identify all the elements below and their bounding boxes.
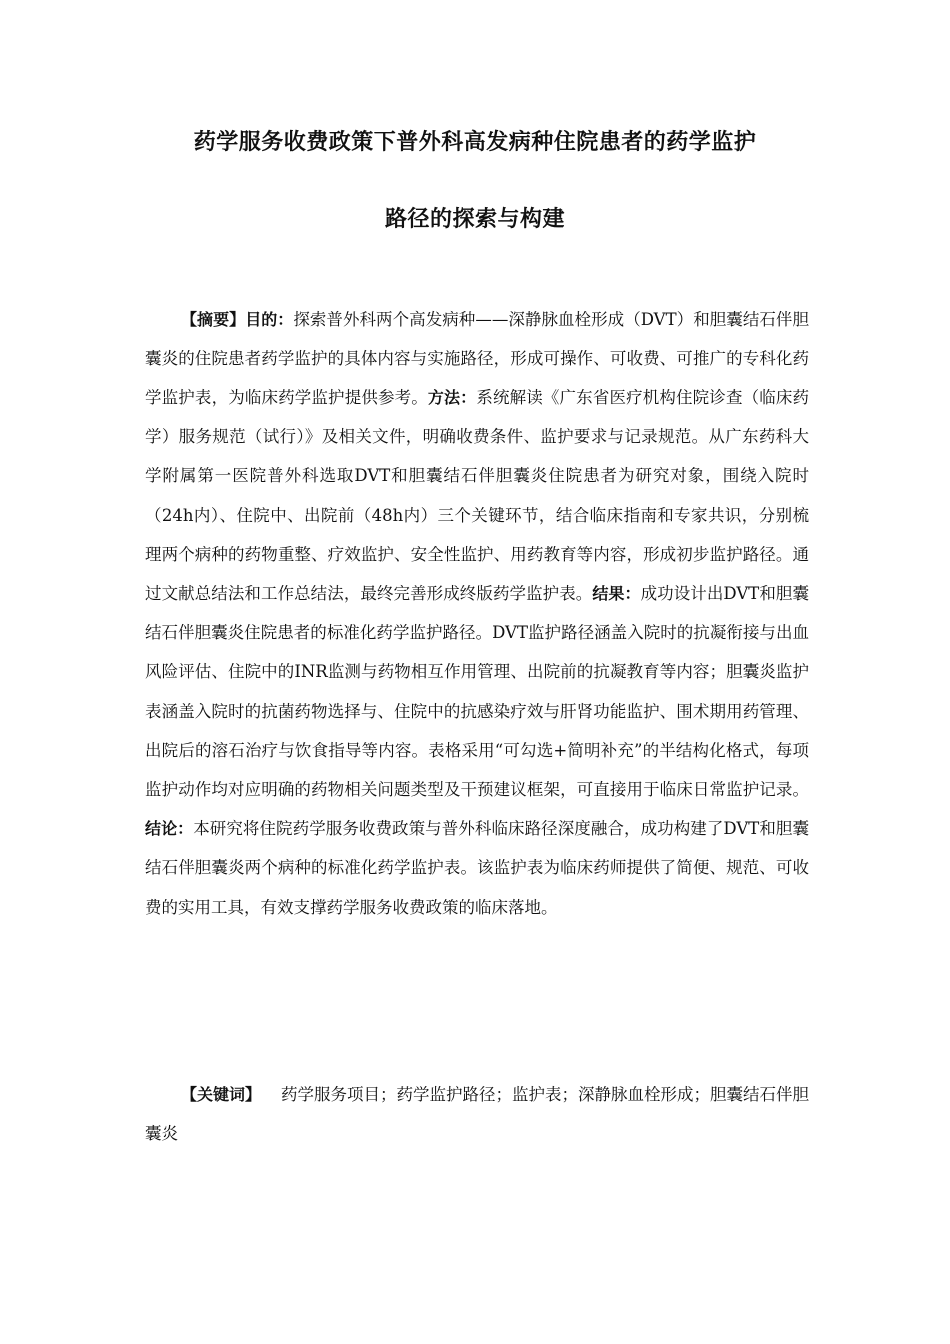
objective-text: 探索普外科两个高发病种——深静脉血栓形成（DVT）和胆囊结石伴胆囊炎的住院患者药学监护的具体内容与实施路径，形成可操作、可收费、可推广的专科化药学监护表，为临床药学监护提供参考。 xyxy=(145,309,809,407)
abstract-label: 【摘要】 xyxy=(181,309,246,329)
keywords-text: 药学服务项目；药学监护路径；监护表；深静脉血栓形成；胆囊结石伴胆囊炎 xyxy=(145,1084,810,1143)
keywords-label: 【关键词】 xyxy=(181,1084,262,1104)
results-label: 结果： xyxy=(592,583,641,603)
title-line-1: 药学服务收费政策下普外科高发病种住院患者的药学监护 xyxy=(193,130,757,155)
conclusion-label: 结论： xyxy=(145,819,194,839)
title-line-2: 路径的探索与构建 xyxy=(384,207,565,232)
keywords-paragraph xyxy=(145,1075,809,1153)
results-text: 成功设计出DVT和胆囊结石伴胆囊炎住院患者的标准化药学监护路径。DVT监护路径涵盖入院时的抗凝衔接与出血风险评估、住院中的INR监测与药物相互作用管理、出院前的抗凝教育等内容；胆囊炎监护表涵盖入院时的抗菌药物选择与、住院中的抗感染疗效与肝肾功能监护、围术期用药管理、出院后的溶石治疗与饮食指导等内容。表格采用“可勾选+简明补充”的半结构化格式，每项监护动作均对应明确的药物相关问题类型及干预建议框架，可直接用于临床日常监护记录。 xyxy=(145,583,809,799)
methods-label: 方法： xyxy=(427,387,477,407)
objective-label: 目的： xyxy=(245,309,294,329)
conclusion-text: 本研究将住院药学服务收费政策与普外科临床路径深度融合，成功构建了DVT和胆囊结石伴胆囊炎两个病种的标准化药学监护表。该监护表为临床药师提供了简便、规范、可收费的实用工具，有效支撑药学服务收费政策的临床落地。 xyxy=(145,819,809,917)
abstract-paragraph xyxy=(145,300,809,927)
methods-text: 系统解读《广东省医疗机构住院诊查（临床药学）服务规范（试行）》及相关文件，明确收费条件、监护要求与记录规范。从广东药科大学附属第一医院普外科选取DVT和胆囊结石伴胆囊炎住院患者为研究对象，围绕入院时（24h内）、住院中、出院前（48h内）三个关键环节，结合临床指南和专家共识，分别梳理两个病种的药物重整、疗效监护、安全性监护、用药教育等内容，形成初步监护路径。通过文献总结法和工作总结法，最终完善形成终版药学监护表。 xyxy=(145,387,809,603)
